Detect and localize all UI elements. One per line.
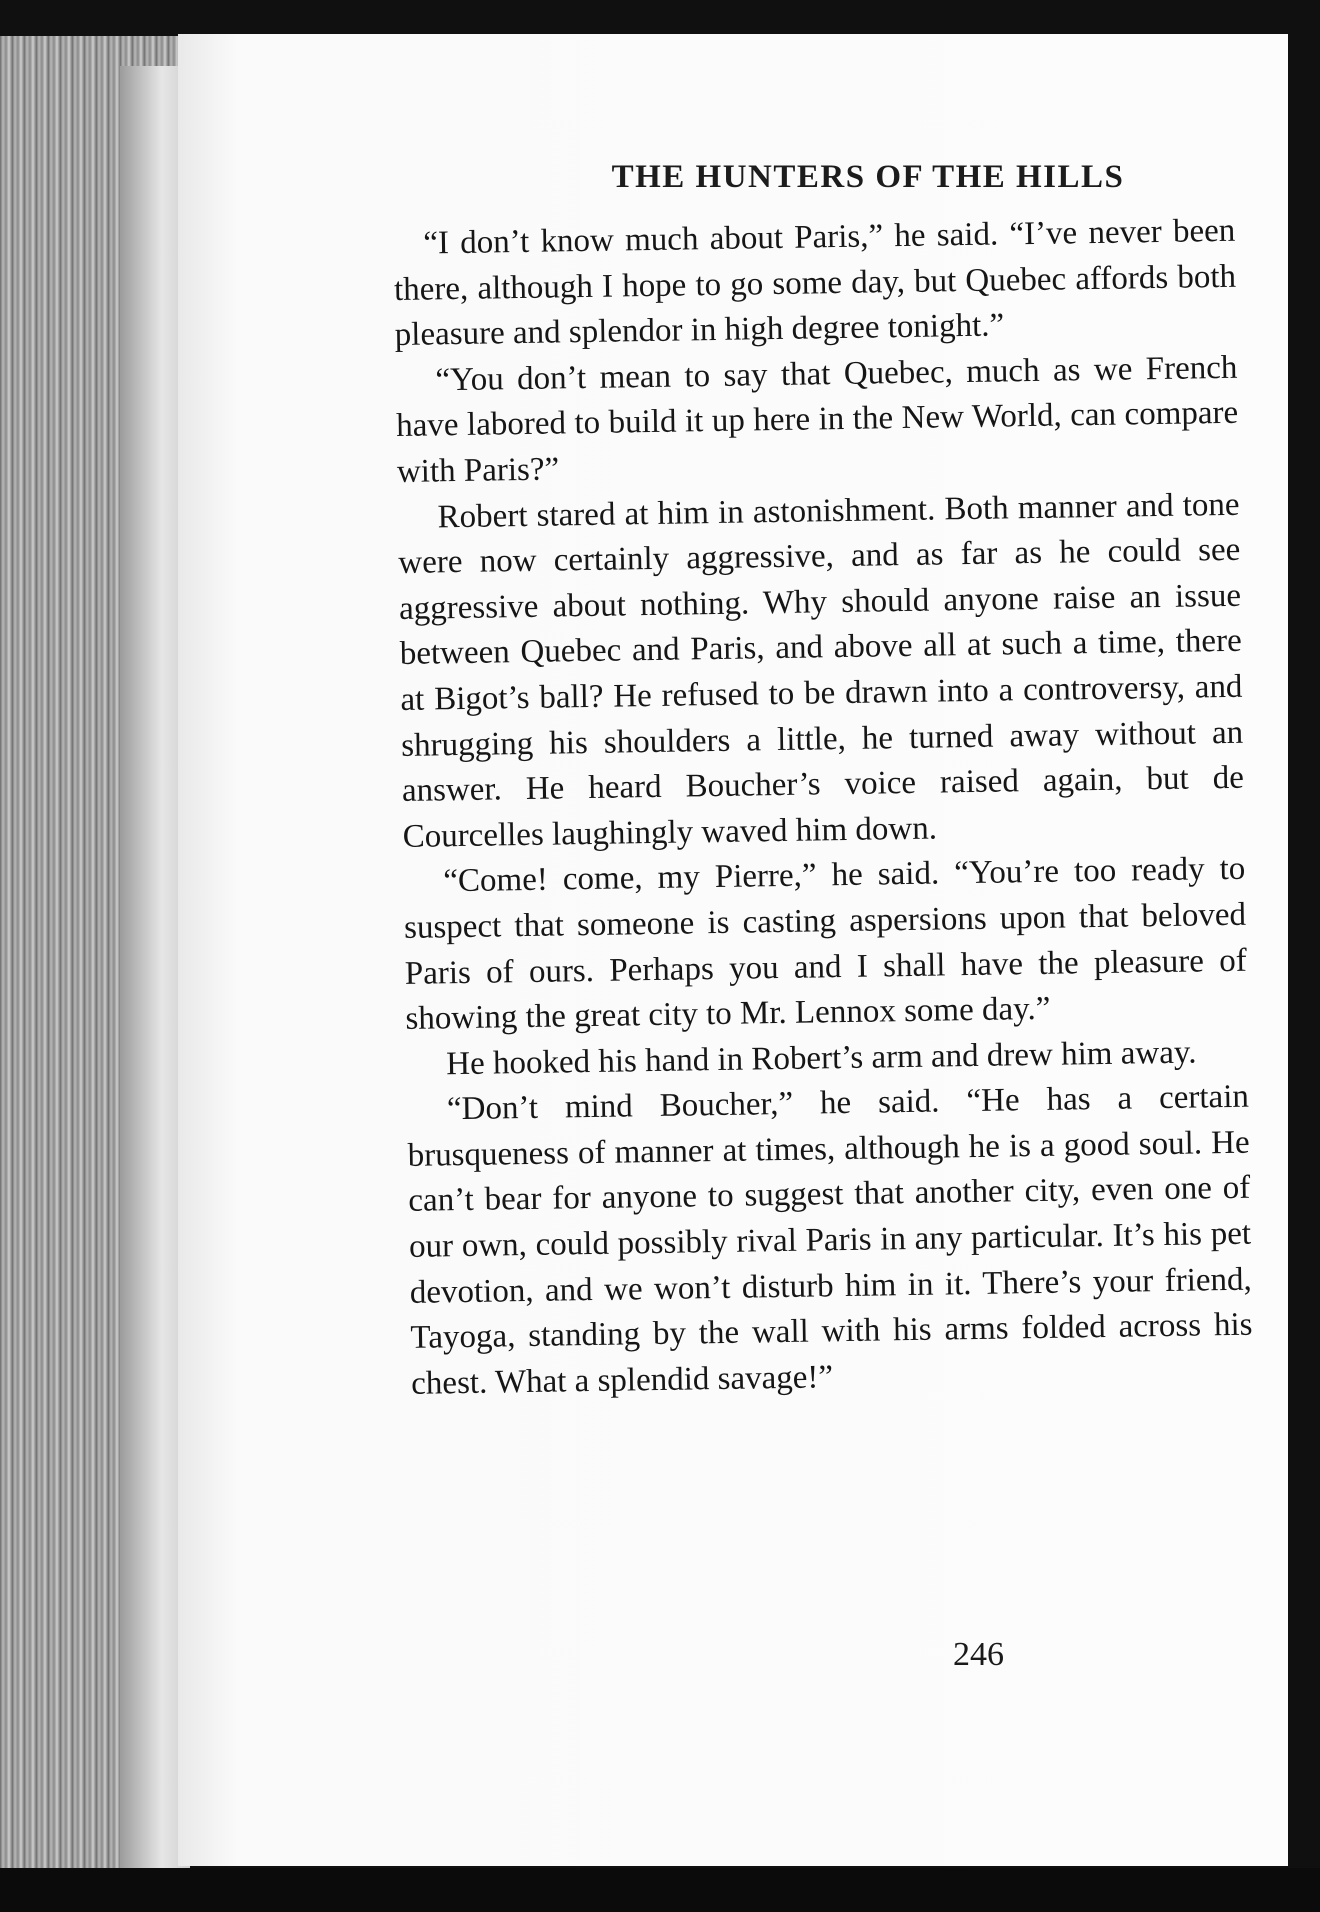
- scan-bottom-border: [0, 1868, 1320, 1912]
- book-page: [178, 34, 1288, 1866]
- book-page-edges: [0, 36, 185, 1871]
- paragraph-5: He hooked his hand in Robert’s arm and drew him away.: [445, 1034, 1197, 1082]
- body-text: [393, 209, 1254, 1408]
- paragraph-2: “You don’t mean to say that Quebec, much as we French have labored to build it up here in the New World, can compare with Paris?”: [395, 349, 1239, 490]
- paragraph-1: “I don’t know much about Paris,” he said. “I’ve never been there, although I hope to go some day, but Quebec affords both pleasure and splendor in high degree tonight.”: [393, 212, 1237, 354]
- page-number: 246: [953, 1636, 1004, 1673]
- paragraph-4: “Come! come, my Pierre,” he said. “You’re too ready to suspect that someone is casting aspersions upon that beloved Paris of ours. Perhaps you and I shall have the pleasure of showing the great city to Mr. Lennox some day.”: [403, 851, 1247, 1037]
- running-head: THE HUNTERS OF THE HILLS: [611, 159, 1125, 195]
- paragraph-3: Robert stared at him in astonishment. Both manner and tone were now certainly aggressive, and as far as he could see aggressive about nothing. Why should anyone raise an issue between Quebec and Paris, and above all at such a time, there at Bigot’s ball? He refused to be drawn into a controversy, and shrugging his shoulders a little, he turned away without an answer. He heard Boucher’s voice raised again, but de Courcelles laughingly waved him down.: [398, 486, 1245, 855]
- paragraph-6: “Don’t mind Boucher,” he said. “He has a certain brusqueness of manner at times, although he is a good soul. He can’t bear for anyone to suggest that another city, even one of our own, could possibly rival Paris in any particular. It’s his pet devotion, and we won’t disturb him in it. There’s your friend, Tayoga, standing by the wall with his arms folded across his chest. What a splendid savage!”: [407, 1078, 1253, 1402]
